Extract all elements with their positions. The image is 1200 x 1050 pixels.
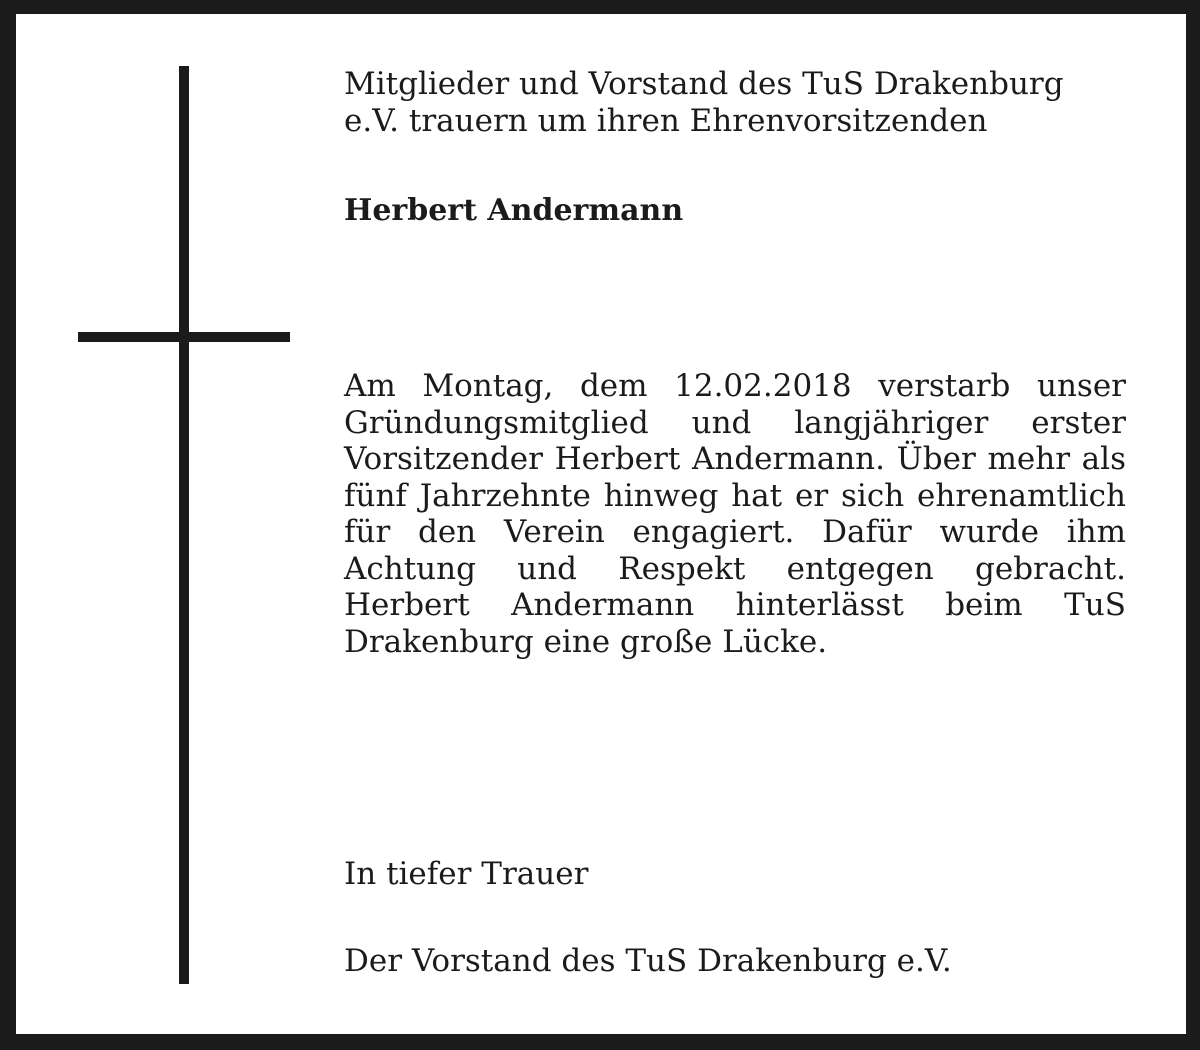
notice-intro: Mitglieder und Vorstand des TuS Drakenburg e.V. trauern um ihren Ehrenvorsitzenden xyxy=(344,66,1064,139)
cross-vertical-bar xyxy=(179,66,189,984)
deceased-name: Herbert Andermann xyxy=(344,193,684,228)
signature-line: Der Vorstand des TuS Drakenburg e.V. xyxy=(344,943,952,979)
cross-icon xyxy=(78,66,290,984)
cross-horizontal-bar xyxy=(78,332,290,342)
notice-body: Am Montag, dem 12.02.2018 verstarb unser Gründungsmitglied und langjähriger erster Vorsitzender Herbert Andermann. Über mehr als fünf Jahrzehnte hinweg hat er sich ehrenamtlich für den Verein engagiert. Dafür wurde ihm Achtung und Respekt entgegen gebracht. Herbert Andermann hinterlässt beim TuS Drakenburg eine große Lücke. xyxy=(344,368,1126,660)
closing-line: In tiefer Trauer xyxy=(344,856,589,892)
